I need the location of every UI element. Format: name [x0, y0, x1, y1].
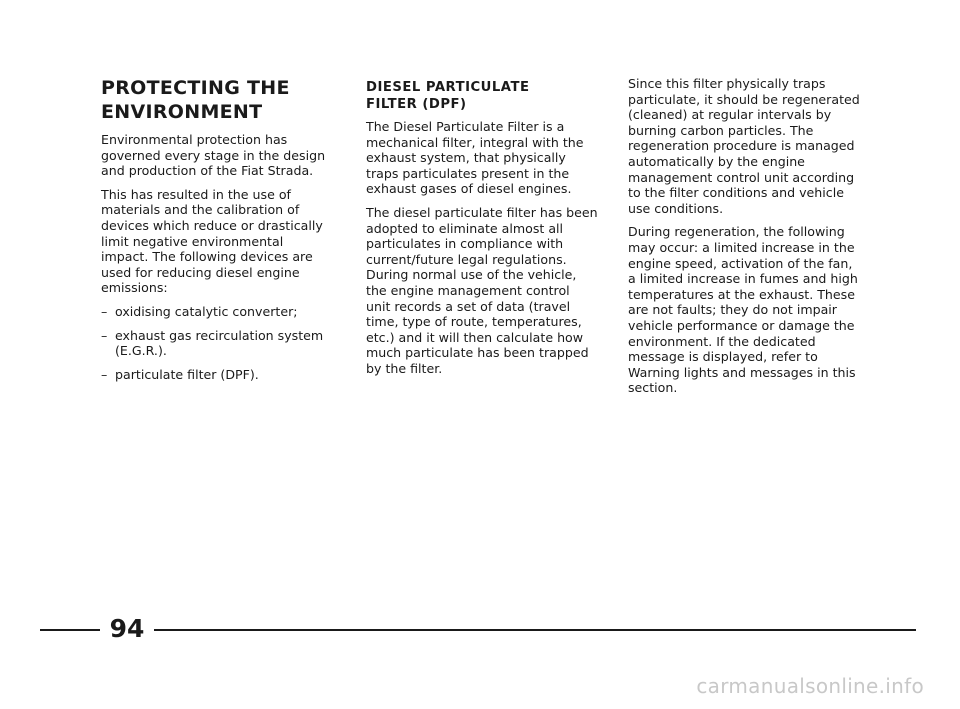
emission-device-list — [101, 304, 333, 382]
paragraph-dpf-definition: The Diesel Particulate Filter is a mechanical filter, integral with the exhaust system, that physically traps particulates present in the exhaust gases of diesel engines. — [366, 119, 584, 197]
paragraph-regeneration-effects: During regeneration, the following may occur: a limited increase in the engine speed, activation of the fan, a limited increase in fumes and high temperatures at the exhaust. These are not faults; they do not impair vehicle performance or damage the environment. If the dedicated message is displayed, refer to Warning lights and messages in this section. — [628, 224, 858, 396]
section-heading-dpf — [366, 80, 598, 113]
paragraph-dpf-operation: The diesel particulate filter has been adopted to eliminate almost all particulates in compliance with current/future legal regulations. During normal use of the vehicle, the engine management control unit records a set of data (travel time, type of route, temperatures, etc.) and it will then calculate how much particulate has been trapped by the filter. — [366, 204, 598, 376]
section-heading-environment — [101, 76, 333, 124]
page-footer — [0, 612, 960, 646]
column-environment — [101, 76, 333, 390]
paragraph-environment-devices: This has resulted in the use of materials and the calibration of devices which reduce or drastically limit negative environmental impact. The following devices are used for reducing diesel engine emissions: — [101, 186, 323, 296]
column-dpf — [366, 76, 598, 385]
list-item: – exhaust gas recirculation system (E.G.R.). — [101, 328, 333, 359]
heading-line-1: PROTECTING THE — [101, 77, 290, 99]
paragraph-environment-intro: Environmental protection has governed every stage in the design and production of the Fiat Strada. — [101, 132, 326, 179]
heading-line-1: DIESEL PARTICULATE — [366, 80, 530, 95]
list-item: – particulate filter (DPF). — [101, 367, 333, 383]
watermark: carmanualsonline.info — [696, 674, 924, 698]
footer-rule-left — [40, 629, 100, 631]
page-number: 94 — [109, 614, 145, 643]
heading-line-2: ENVIRONMENT — [101, 101, 263, 123]
column-regeneration — [628, 76, 860, 404]
list-item: – oxidising catalytic converter; — [101, 304, 333, 320]
paragraph-regeneration-procedure: Since this filter physically traps particulate, it should be regenerated (cleaned) at regular intervals by burning carbon particles. The regeneration procedure is managed automatically by the engine management control unit according to the filter conditions and vehicle use conditions. — [628, 76, 860, 216]
footer-rule-right — [154, 629, 916, 631]
heading-line-2: FILTER (DPF) — [366, 96, 467, 112]
